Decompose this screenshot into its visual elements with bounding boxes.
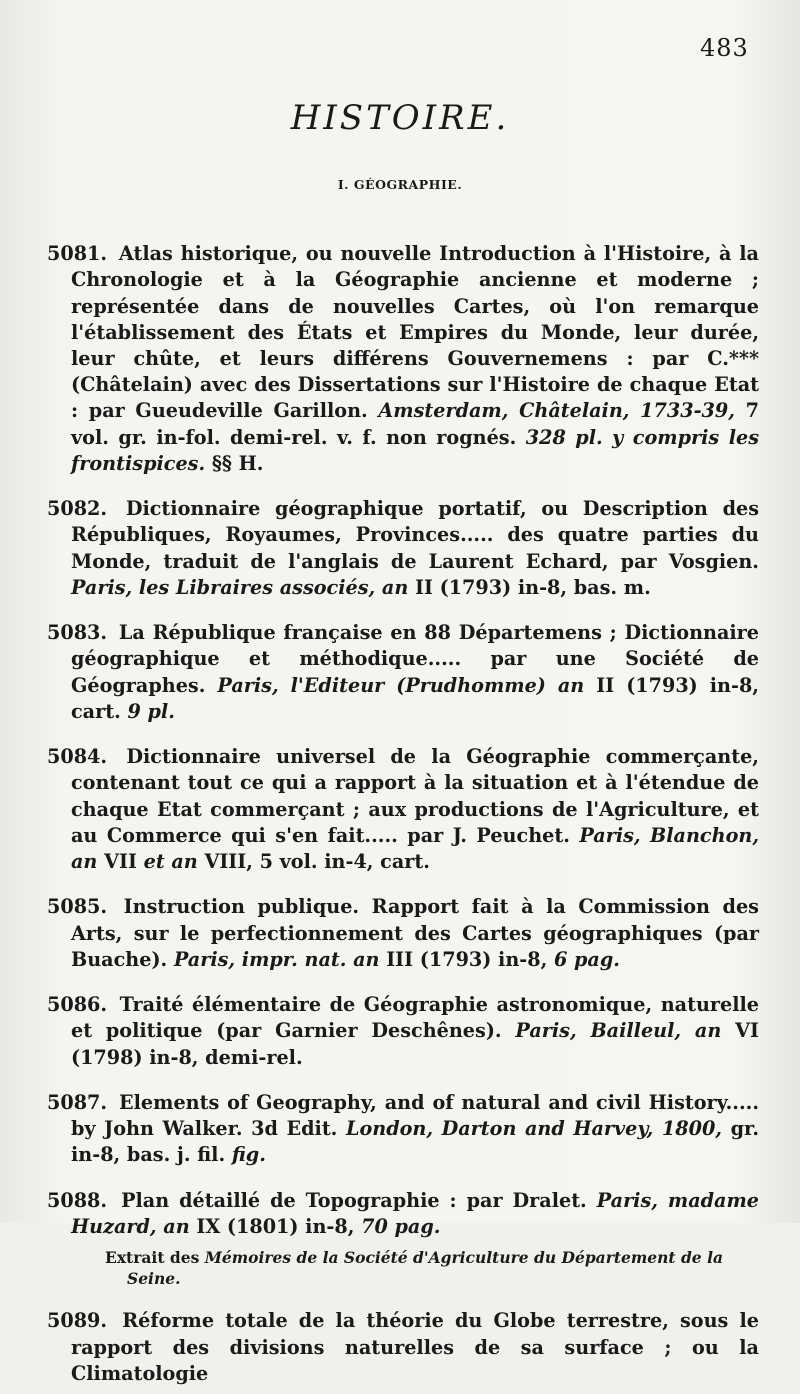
entry-number: 5083. [47, 621, 108, 645]
entry-details: 7 vol. gr. in-fol. demi-rel. v. f. non rognés. [71, 399, 759, 449]
entry-number: 5088. [47, 1188, 108, 1212]
catalog-entry-5083 [47, 620, 759, 725]
catalog-entry-5082 [47, 496, 759, 601]
catalog-entry-5084 [47, 744, 759, 875]
entry-publisher: Paris, Blanchon, an [71, 823, 759, 874]
catalog-entry-5089 [47, 1308, 759, 1387]
entry-text: Réforme totale de la théorie du Globe terrestre, sous le rapport des divisions naturelles de sa surface ; ou la Climatologie [71, 1309, 759, 1385]
entry-number: 5089. [47, 1309, 108, 1333]
entry-details: gr. in-8, bas. j. fil. [71, 1117, 760, 1167]
entry-details: II (1793) in-8, cart. [71, 673, 759, 723]
catalog-entries [47, 222, 759, 1394]
entry-publisher: Paris, madame Huzard, an [71, 1188, 760, 1238]
entry-text: Atlas historique, ou nouvelle Introduction à l'Histoire, à la Chronologie et à la Géographie ancienne et moderne ; représentée dans de nouvelles Cartes, où l'on remarque l'établissement des États et Empires du Monde, leur durée, leur chûte, et leurs différens Gouvernemens : par C.*** (Châtelain) avec des Dissertations sur l'Histoire de chaque Etat : par Gueudeville Garillon. [71, 242, 759, 423]
entry-publisher: London, Darton and Harvey, 1800, [345, 1117, 722, 1141]
entry-details: VII [104, 850, 137, 874]
entry-number: 5085. [47, 895, 108, 919]
entry-pages: 70 pag. [361, 1215, 441, 1238]
subsection-title: I. GÉOGRAPHIE. [337, 177, 463, 192]
entry-details: VI (1798) in-8, demi-rel. [71, 1019, 759, 1069]
entry-text: Elements of Geography, and of natural and civil History..... by John Walker. 3d Edit. [71, 1091, 759, 1141]
entry-note [105, 1247, 759, 1289]
entry-publisher: Paris, impr. nat. an [173, 947, 380, 971]
entry-text: Dictionnaire géographique portatif, ou Description des Républiques, Royaumes, Provinces..... des quatre parties du Monde, traduit de l'anglais de Laurent Echard, par Vosgien. [71, 497, 759, 573]
entry-pages: 6 pag. [553, 947, 620, 971]
entry-plates: 9 pl. [127, 699, 175, 723]
entry-publisher: Paris, les Libraires associés, an [71, 575, 409, 599]
entry-details-cont: VIII, 5 vol. in-4, cart. [204, 850, 430, 874]
entry-mark: §§ H. [211, 451, 264, 475]
entry-text: Plan détaillé de Topographie : par Dralet. [121, 1188, 587, 1212]
section-title: HISTOIRE. [290, 98, 510, 138]
catalog-entry-5085 [47, 894, 759, 973]
entry-details: III (1793) in-8, [386, 947, 548, 971]
entry-details: IX (1801) in-8, [196, 1215, 355, 1238]
entry-number: 5081. [47, 242, 108, 266]
entry-publisher: Paris, Bailleul, an [515, 1019, 722, 1043]
entry-number: 5086. [47, 993, 108, 1017]
note-source: Mémoires de la Société d'Agriculture du Département de la Seine. [127, 1248, 723, 1289]
entry-text: Instruction publique. Rapport fait à la Commission des Arts, sur le perfectionnement des Cartes géographiques (par Buache). [71, 895, 759, 971]
entry-text: Traité élémentaire de Géographie astronomique, naturelle et politique (par Garnier Deschênes). [71, 993, 760, 1043]
catalog-entry-5088 [47, 1188, 759, 1240]
catalog-entry-5086 [47, 992, 759, 1071]
catalog-entry-5081 [47, 241, 759, 477]
entry-number: 5082. [47, 497, 108, 521]
entry-number: 5084. [47, 745, 108, 769]
entry-figures: fig. [231, 1143, 266, 1167]
page-number: 483 [700, 34, 749, 62]
entry-text: Dictionnaire universel de la Géographie commerçante, contenant tout ce qui a rapport à la situation et à l'étendue de chaque Etat commerçant ; aux productions de l'Agriculture, et au Commerce qui s'en fait..... par J. Peuchet. [71, 745, 759, 847]
entry-publisher-cont: et an [143, 850, 198, 874]
entry-number: 5087. [47, 1091, 108, 1114]
entry-plates: 328 pl. y compris les frontispices. [71, 425, 759, 475]
entry-publisher: Paris, l'Editeur (Prudhomme) an [217, 673, 585, 697]
entry-details: II (1793) in-8, bas. m. [414, 575, 651, 599]
catalog-entry-5087 [47, 1090, 759, 1169]
entry-publisher: Amsterdam, Châtelain, 1733-39, [378, 399, 735, 423]
entry-text: La République française en 88 Départemens ; Dictionnaire géographique et méthodique..... par une Société de Géographes. [71, 621, 760, 697]
note-lead: Extrait des [105, 1248, 200, 1268]
